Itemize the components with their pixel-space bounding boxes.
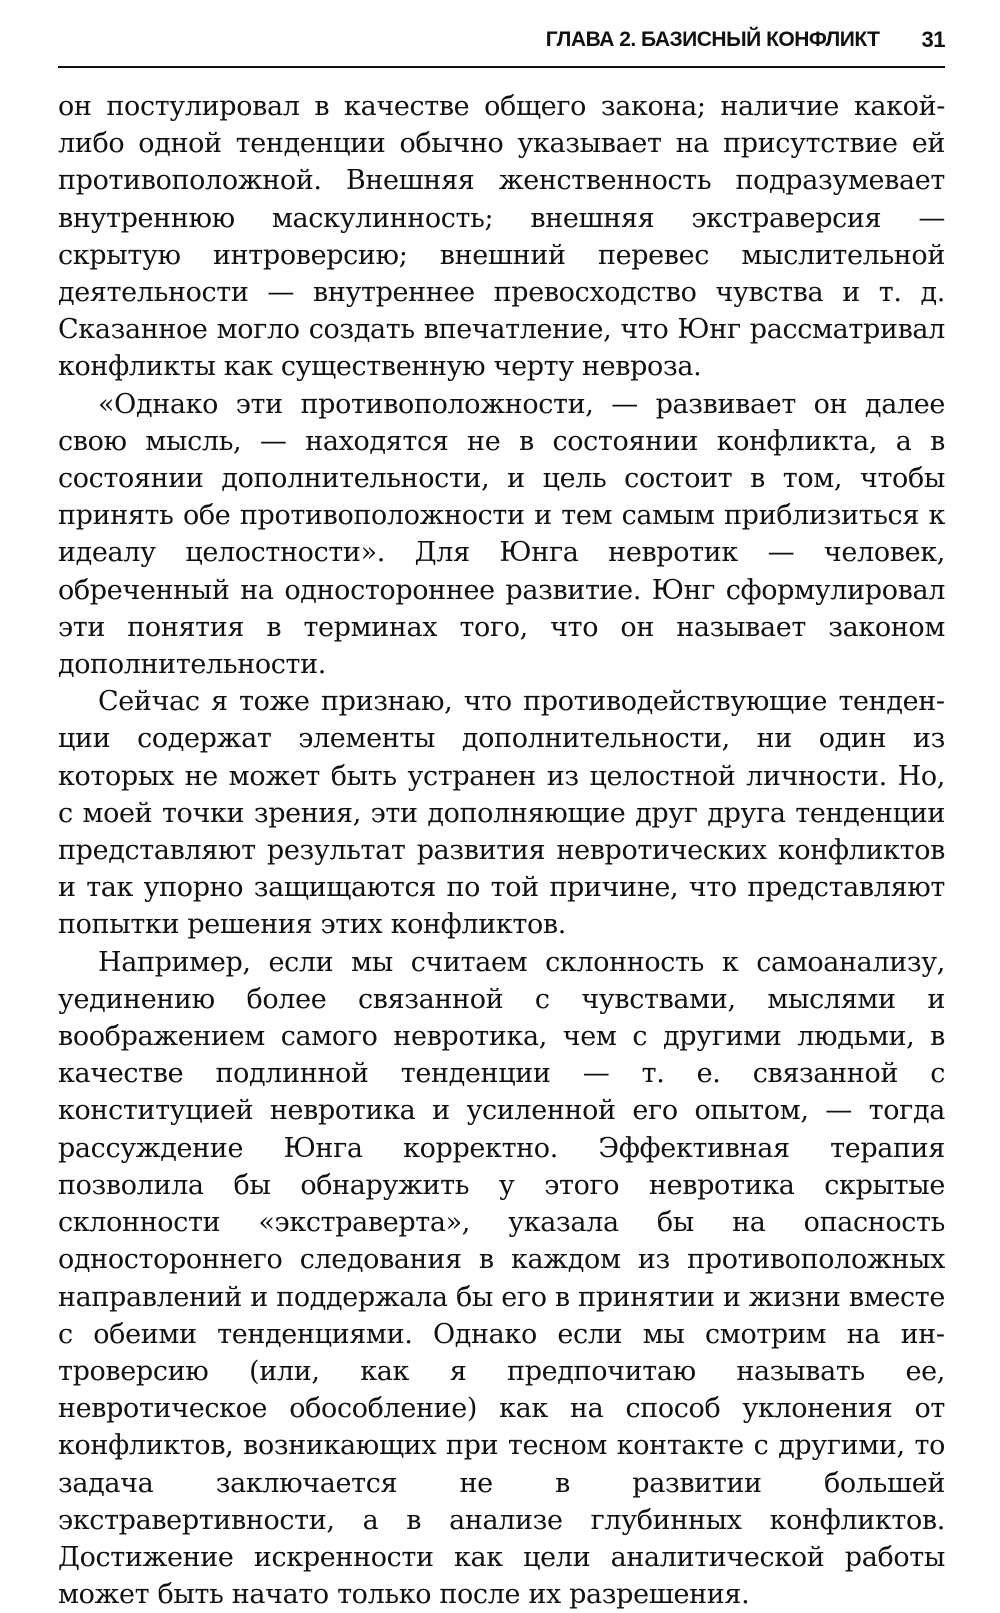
paragraph: «Однако эти противоположности, — развивает он далее свою мысль, — находятся не в состоянии конфликта, а в состоянии дополнительности, и цель состоит в том, чтобы принять обе противоположности и тем самым приблизиться к идеалу целостности». Для Юнга невротик — человек, обреченный на одностороннее развитие. Юнг сформулировал эти понятия в терминах того, что он называет законом дополнительности. bbox=[58, 388, 945, 681]
paragraph: Например, если мы считаем склонность к самоанализу, уединению более связанной с чувствами, мыслями и воображением самого невротика, чем с другими людьми, в качестве подлинной тенденции — т. е. связанной с конституцией невротика и усиленной его опытом, — тогда рассуждение Юнга корректно. Эффективная терапия позволила бы обнаружить у этого невротика скрытые склонности «экстраверта», указала бы на опасность одностороннего следования в каждом из противоположных направлений и поддержала бы его в принятии и жизни вместе с обеими тенденциями. Однако если мы смотрим на интроверсию (или, как я предпочитаю называть ее, невротическое обособление) как на способ уклонения от конфликтов, возникающих при тесном контакте с другими, то задача заключается не в развитии большей экстравертивности, а в анализе глубинных конфликтов. Достижение искренности как цели аналитической работы может быть начато только после их разрешения. bbox=[58, 946, 945, 1611]
page-number: 31 bbox=[921, 27, 945, 52]
chapter-title: ГЛАВА 2. БАЗИСНЫЙ КОНФЛИКТ bbox=[545, 28, 880, 51]
paragraph: Сейчас я тоже признаю, что противодействующие тенденции содержат элементы дополнительности, ни один из которых не может быть устранен из целостной личности. Но, с моей точки зрения, эти дополняющие друг друга тенденции представляют результат развития невротических конфликтов и так упорно защищаются по той причине, что представляют попытки решения этих конфликтов. bbox=[58, 686, 945, 941]
header-rule bbox=[58, 66, 945, 68]
paragraph: он постулировал в качестве общего закона; наличие какой-либо одной тенденции обычно указывает на присутствие ей противоположной. Внешняя женственность подразумевает внутреннюю маскулинность; внешняя экстраверсия — скрытую интроверсию; внешний перевес мыслительной деятельности — внутреннее превосходство чувства и т. д. Сказанное могло создать впечатление, что Юнг рассматривал конфликты как существенную черту невроза. bbox=[58, 91, 945, 383]
running-head bbox=[58, 28, 945, 52]
body-text bbox=[58, 88, 945, 1613]
